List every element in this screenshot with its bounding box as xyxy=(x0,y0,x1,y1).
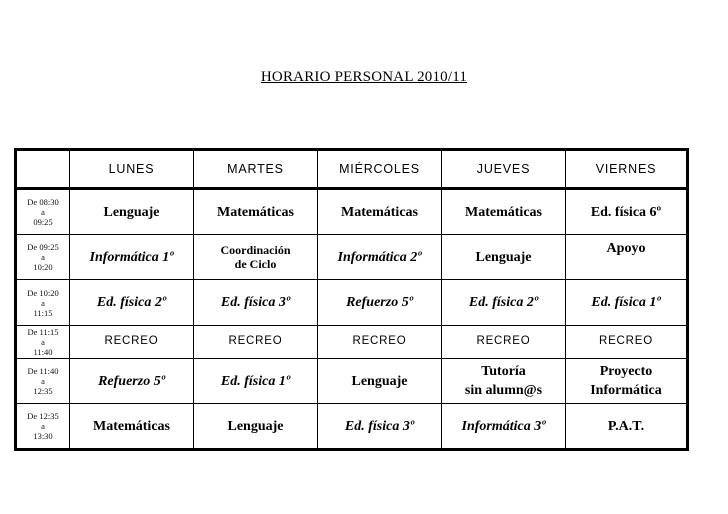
table-row xyxy=(16,189,688,235)
time-cell xyxy=(16,189,70,235)
class-label: de Ciclo xyxy=(234,257,277,272)
day-header: JUEVES xyxy=(442,150,566,189)
class-label: Coordinación xyxy=(220,243,291,258)
class-label: RECREO xyxy=(352,335,407,348)
class-label: Lenguaje xyxy=(103,204,160,220)
page-title-wrap xyxy=(0,68,728,86)
day-header: MARTES xyxy=(194,150,318,189)
class-cell xyxy=(70,280,194,326)
time-cell xyxy=(16,358,70,404)
time-sep: a xyxy=(41,207,45,218)
recreo-cell xyxy=(318,325,442,358)
class-cell xyxy=(442,189,566,235)
class-cell xyxy=(442,404,566,450)
time-end: 11:40 xyxy=(33,346,53,357)
class-cell xyxy=(442,234,566,280)
class-label: Ed. física 2º xyxy=(96,295,167,311)
class-cell xyxy=(194,358,318,404)
class-label: Ed. física 1º xyxy=(591,295,661,311)
time-start: De 08:30 xyxy=(27,197,59,208)
class-label: Matemáticas xyxy=(465,204,542,220)
class-label: RECREO xyxy=(228,335,283,348)
time-sep: a xyxy=(41,252,45,263)
time-sep: a xyxy=(41,336,45,347)
class-label: Tutoría xyxy=(481,364,526,380)
class-label: Lenguaje xyxy=(227,418,284,434)
recreo-cell xyxy=(194,325,318,358)
class-label: Ed. física 3º xyxy=(344,418,415,434)
table-row xyxy=(16,404,688,450)
class-cell xyxy=(442,280,566,326)
class-label: P.A.T. xyxy=(607,418,645,434)
class-label: Informática xyxy=(590,383,662,399)
class-label: Matemáticas xyxy=(217,204,294,220)
class-label: Informática 2º xyxy=(337,249,422,265)
class-label: Matemáticas xyxy=(93,418,170,434)
time-cell xyxy=(16,404,70,450)
time-start: De 10:20 xyxy=(27,287,59,298)
class-cell xyxy=(194,189,318,235)
day-header: VIERNES xyxy=(566,150,688,189)
class-label: Proyecto xyxy=(599,364,653,380)
class-cell xyxy=(194,404,318,450)
schedule-table xyxy=(14,148,689,451)
time-end: 10:20 xyxy=(33,262,53,273)
table-row xyxy=(16,358,688,404)
class-label: Lenguaje xyxy=(475,249,532,265)
time-start: De 11:40 xyxy=(27,366,59,377)
class-label: Informática 3º xyxy=(461,418,546,434)
class-cell xyxy=(70,358,194,404)
class-cell xyxy=(194,234,318,280)
table-row xyxy=(16,234,688,280)
class-cell xyxy=(318,358,442,404)
class-label: RECREO xyxy=(598,335,653,348)
class-label: Informática 1º xyxy=(89,249,174,265)
time-sep: a xyxy=(41,376,45,387)
time-cell xyxy=(16,280,70,326)
class-cell xyxy=(70,189,194,235)
day-header: LUNES xyxy=(70,150,194,189)
recreo-cell xyxy=(566,325,688,358)
recreo-cell xyxy=(70,325,194,358)
header-row xyxy=(16,150,688,189)
time-cell xyxy=(16,325,70,358)
class-label: RECREO xyxy=(476,335,531,348)
day-header: MIÉRCOLES xyxy=(318,150,442,189)
time-end: 09:25 xyxy=(33,217,53,228)
class-cell xyxy=(566,404,688,450)
time-end: 11:15 xyxy=(33,307,53,318)
class-cell xyxy=(318,234,442,280)
class-cell xyxy=(566,189,688,235)
time-end: 13:30 xyxy=(33,431,53,442)
time-start: De 11:15 xyxy=(27,326,59,337)
class-label: Ed. física 1º xyxy=(220,373,291,389)
class-label: Ed. física 2º xyxy=(468,295,539,311)
class-label: Ed. física 3º xyxy=(220,295,291,311)
class-cell xyxy=(566,280,688,326)
recreo-cell xyxy=(442,325,566,358)
class-label: Apoyo xyxy=(606,240,646,256)
class-cell xyxy=(566,358,688,404)
class-label: sin alumn@s xyxy=(464,383,543,399)
time-cell xyxy=(16,234,70,280)
class-cell xyxy=(70,404,194,450)
time-start: De 12:35 xyxy=(27,411,59,422)
class-label: Refuerzo 5º xyxy=(98,373,165,389)
class-label: RECREO xyxy=(104,335,159,348)
class-cell xyxy=(566,234,688,280)
time-sep: a xyxy=(41,421,45,432)
class-cell xyxy=(70,234,194,280)
table-row xyxy=(16,325,688,358)
class-cell xyxy=(194,280,318,326)
class-label: Refuerzo 5º xyxy=(346,295,413,311)
class-cell xyxy=(442,358,566,404)
class-cell xyxy=(318,404,442,450)
class-cell xyxy=(318,189,442,235)
class-label: Matemáticas xyxy=(341,204,418,220)
class-label: Lenguaje xyxy=(351,373,408,389)
class-label: Ed. física 6º xyxy=(590,204,662,220)
class-cell xyxy=(318,280,442,326)
time-end: 12:35 xyxy=(33,386,53,397)
corner-cell xyxy=(16,150,70,189)
page-title: HORARIO PERSONAL 2010/11 xyxy=(260,69,468,85)
time-start: De 09:25 xyxy=(27,242,59,253)
time-sep: a xyxy=(41,297,45,308)
table-row xyxy=(16,280,688,326)
